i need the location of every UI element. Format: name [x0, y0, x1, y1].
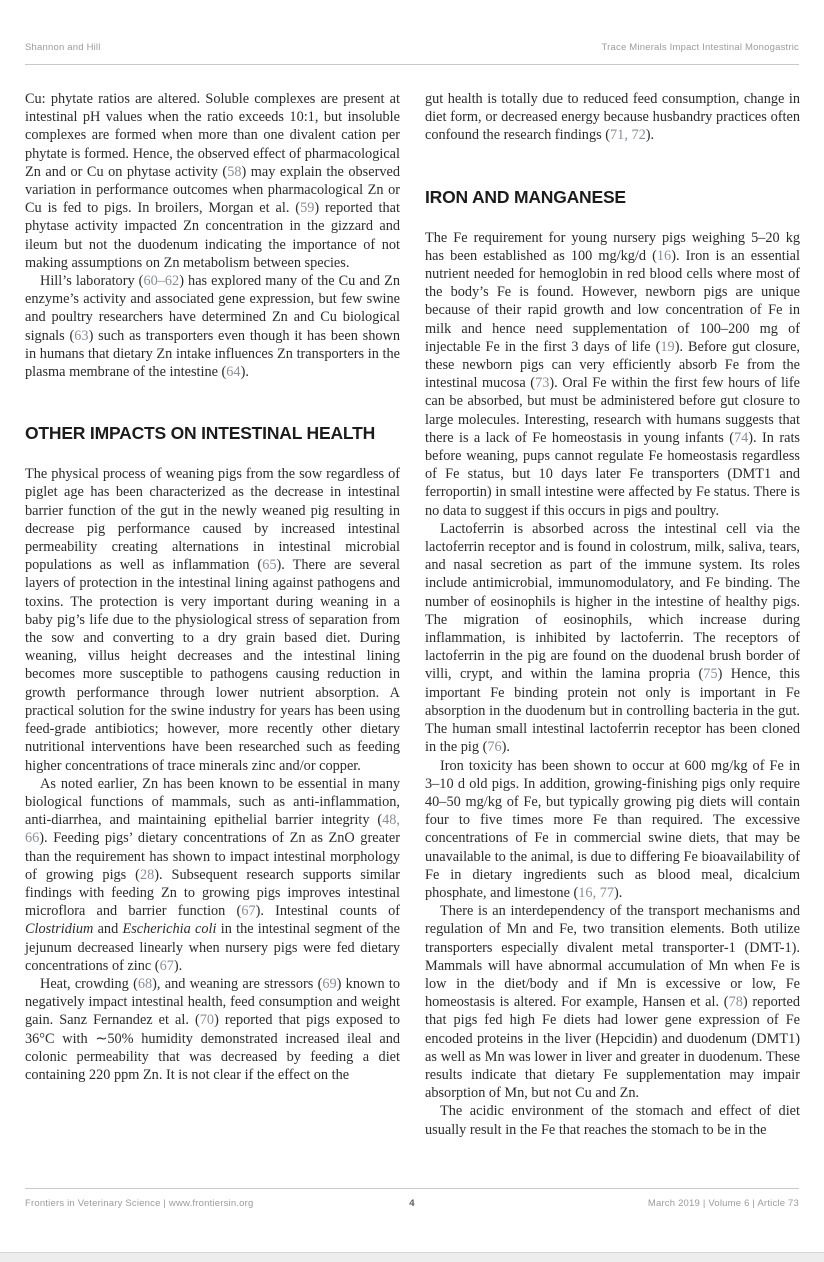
- citation-number: 60–62: [143, 273, 180, 290]
- citation-number: 59: [300, 200, 315, 217]
- citation-number: 64: [226, 364, 241, 381]
- body-paragraph: Iron toxicity has been shown to occur at 600 mg/kg of Fe in 3–10 d old pigs. In addition, growing-finishing pigs only require 40–50 mg/kg of Fe, but typically growing pig diets will contain four to five times more Fe than required. The excessive concentrations of Fe in commercial swine diets, that may be unavailable to the animal, is due to differing Fe bioavailability of Fe in dietary ingredients such as blood meal, dicalcium phosphate, and limestone (16, 77).: [425, 757, 800, 901]
- citation-number: 73: [535, 375, 550, 392]
- citation-number: 16: [656, 247, 672, 264]
- article-body: [25, 90, 799, 1139]
- citation-number: 75: [703, 666, 718, 683]
- running-head: [25, 42, 799, 53]
- body-paragraph: Hill’s laboratory (60–62) has explored many of the Cu and Zn enzyme’s activity and associated gene expression, but few swine and poultry researchers have determined Zn and Cu biological signals (63) such as transporters even though it has been shown in humans that dietary Zn intake influences Zn transporters in the plasma membrane of the intestine (64).: [25, 273, 400, 381]
- citation-number: 68: [137, 975, 153, 992]
- citation-number: 76: [487, 739, 502, 756]
- footer-issue: March 2019 | Volume 6 | Article 73: [647, 1198, 799, 1209]
- running-head-title: Trace Minerals Impact Intestinal Monogastric: [601, 42, 799, 53]
- citation-number: 67: [241, 903, 256, 920]
- citation-number: 48, 66: [25, 812, 400, 847]
- citation-number: 16, 77: [578, 884, 615, 901]
- body-paragraph: The physical process of weaning pigs from the sow regardless of piglet age has been characterized as the decrease in intestinal barrier function of the gut in the newly weaned pig resulting in decrease pig performance caused by increased intestinal permeability creating alternations in intestinal microbial populations as well as inflammation (65). There are several layers of protection in the intestinal lining against pathogens and toxins. The protection is very important during weaning in a baby pig’s life due to the physiological stress of separation from the sow and converting to a dry grain based diet. During weaning, villus height decreases and the intestinal lining becomes more susceptible to pathogens causing reduction in growth performance through lower nutrient absorption. A practical solution for the swine industry for years has been using feed-grade antibiotics; however, more recently other dietary nutritional interventions have been researched such as feeding higher concentrations of trace minerals zinc and/or copper.: [25, 466, 400, 774]
- header-rule: [25, 64, 799, 65]
- body-paragraph: Cu: phytate ratios are altered. Soluble complexes are present at intestinal pH values when the ratio exceeds 10:1, but insoluble complexes are formed when more than one divalent cation per phytate is formed. Hence, the observed effect of pharmacological Zn and or Cu on phytase activity (58) may explain the observed variation in performance outcomes when pharmacological Zn or Cu is fed to pigs. In broilers, Morgan et al. (59) reported that phytase activity impacted Zn concentration in the gizzard and ileum but not the duodenum indicating the importance of not making assumptions on Zn metabolism between species.: [25, 91, 400, 271]
- citation-number: 58: [227, 163, 242, 180]
- citation-number: 69: [322, 975, 337, 992]
- species-name: Escherichia coli: [122, 921, 217, 938]
- citation-number: 65: [262, 557, 277, 574]
- viewer-page-edge: [0, 1252, 824, 1262]
- body-paragraph: As noted earlier, Zn has been known to be essential in many biological functions of mammals, such as anti-inflammation, anti-diarrhea, and maintaining epithelial barrier integrity (48, 66). Feeding pigs’ dietary concentrations of Zn as ZnO greater than the requirement has shown to impact intestinal morphology of growing pigs (28). Subsequent research supports similar findings with feeding Zn to growing pigs improves intestinal microflora and barrier function (67). Intestinal counts of Clostridium and Escherichia coli in the intestinal segment of the jejunum decreased linearly when nursery pigs were fed dietary concentrations of zinc (67).: [25, 775, 401, 974]
- body-paragraph: Heat, crowding (68), and weaning are stressors (69) known to negatively impact intestinal health, feed consumption and weight gain. Sanz Fernandez et al. (70) reported that pigs exposed to 36°C with ∼50% humidity demonstrated increased ileal and colonic permeability that was decreased by feeding a diet containing 220 ppm Zn. It is not clear if the effect on the: [25, 975, 400, 1083]
- citation-number: 19: [660, 338, 675, 355]
- footer-journal: Frontiers in Veterinary Science | www.frontiersin.org: [25, 1198, 254, 1209]
- page-footer: [25, 1188, 799, 1209]
- citation-number: 78: [728, 994, 743, 1011]
- body-paragraph: The acidic environment of the stomach and effect of diet usually result in the Fe that reaches the stomach to be in the: [425, 1103, 800, 1138]
- citation-number: 74: [733, 429, 749, 446]
- column-left: [25, 90, 400, 1139]
- section-heading: OTHER IMPACTS ON INTESTINAL HEALTH: [25, 423, 376, 444]
- body-paragraph: Lactoferrin is absorbed across the intestinal cell via the lactoferrin receptor and is found in colostrum, milk, saliva, tears, and nasal secretion as part of the immune system. Its roles include antimicrobial, immunomodulatory, and Fe binding. The number of eosinophils is higher in the intestine of healthy pigs. The migration of eosinophils, which increase during inflammation, is inhibited by lactoferrin. The receptors of lactoferrin in the pig are found on the duodenal brush border of villi, crypt, and within the lamina propria (75) Hence, this important Fe binding protein not only is important in Fe absorption in the duodenum but in controlling bacteria in the gut. The human small intestinal lactoferrin receptor has been cloned in the pig (76).: [425, 520, 800, 756]
- body-paragraph: The Fe requirement for young nursery pigs weighing 5–20 kg has been established as 100 mg/kg/d (16). Iron is an essential nutrient needed for hemoglobin in red blood cells where most of the body’s Fe is found. However, newborn pigs are unique because of their rapid growth and low concentration of Fe in milk and hence need supplementation of 100–200 mg of injectable Fe in the first 3 days of life (19). Before gut closure, these newborn pigs can very efficiently absorb Fe from the intestinal mucosa (73). Oral Fe within the first few hours of life can be absorbed, but must be administered before gut closure to large molecules. Interesting, research with humans suggests that there is a lack of Fe homeostasis in young infants (74). In rats before weaning, pups cannot regulate Fe homeostasis regardless of Fe status, but 10 days later Fe transporters (DMT1 and ferroportin) in small intestine were affected by Fe status. There is no data to suggest if this occurs in pigs and poultry.: [425, 229, 801, 519]
- body-paragraph: gut health is totally due to reduced feed consumption, change in diet form, or decreased energy because husbandry practices often confound the research findings (71, 72).: [425, 91, 800, 144]
- citation-number: 28: [139, 866, 155, 883]
- citation-number: 70: [199, 1012, 215, 1029]
- body-paragraph: There is an interdependency of the transport mechanisms and regulation of Mn and Fe, two transition elements. Both utilize transporters especially divalent metal transporter-1 (DMT-1). Mammals will have abnormal accumulation of Mn when Fe is low in the diet/body and if Mn is excessive or low, Fe homeostasis is altered. For example, Hansen et al. (78) reported that pigs fed high Fe diets had lower gene expression of Fe encoded proteins in the liver (Hepcidin) and duodenum (DMT1) as well as Mn was lower in liver and greater in duodenum. These results indicate that dietary Fe supplementation may impair absorption of Mn, but not Cu and Zn.: [425, 903, 800, 1102]
- species-name: Clostridium: [25, 921, 94, 938]
- citation-number: 63: [74, 327, 89, 344]
- citation-number: 71, 72: [610, 127, 646, 144]
- running-head-authors: Shannon and Hill: [25, 42, 101, 53]
- page-number: 4: [409, 1198, 415, 1209]
- section-heading: IRON AND MANGANESE: [425, 186, 626, 207]
- column-right: [425, 90, 800, 1139]
- citation-number: 67: [159, 957, 174, 974]
